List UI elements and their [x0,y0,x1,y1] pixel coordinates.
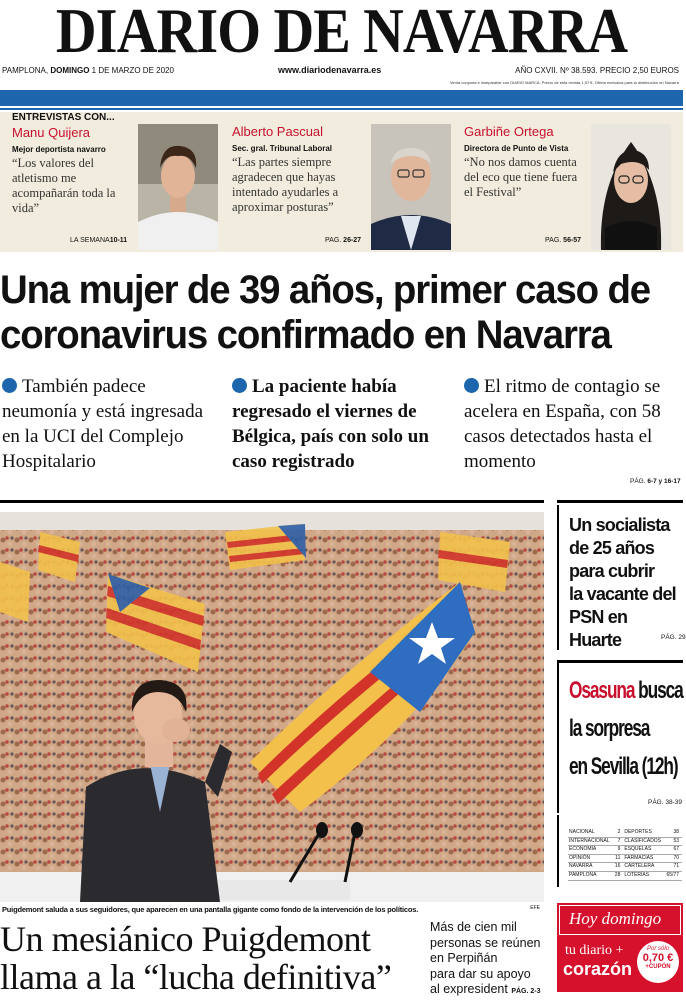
dateline-day: DOMINGO [50,66,90,75]
page-label: PAG. [545,237,562,244]
story-line: Un socialista [569,515,670,535]
index-row [568,871,682,880]
sidebar-rule [557,500,683,503]
sidebar-rule-2 [557,660,683,663]
index-section[interactable]: FARMACIAS [623,854,664,863]
interview-role: Sec. gral. Tribunal Laboral [232,144,333,153]
interviews-kicker: ENTREVISTAS CON... [12,112,115,123]
lead-headline-line-2: coronavirus confirmado en Navarra [0,313,611,357]
sidebar-story-2-page: PÁG. 38-39 [648,799,682,806]
price-suffix: +CUPÓN [645,964,671,970]
rally-photo-image [0,512,544,902]
sidebar-story-1-page: PÁG. 29 [661,634,686,641]
story-2-rest: busca [634,677,683,704]
subhead-line: en Perpiñán [430,951,498,965]
page-label: LA SEMANA [70,237,110,244]
index-section[interactable]: ECONOMÍA [568,846,613,855]
brand-rule [0,90,683,106]
index-section[interactable]: ESQUELAS [623,846,664,855]
index-row [568,863,682,872]
promo-line-3: corazón [563,959,633,979]
page-ref: PÁG. 2-3 [511,988,541,995]
website-link[interactable]: www.diariodenavarra.es [278,65,382,75]
interview-quote: “Los valores del atletismo me acompañarán toda la vida” [12,156,116,215]
subhead-text: al expresident [430,982,508,996]
index-section[interactable]: PAMPLONA [568,871,613,880]
story-2-line-2: la sorpresa [569,715,650,742]
index-page: 9 [613,846,623,855]
sidebar-vrule [557,505,559,650]
photo-garbine-ortega [591,124,671,250]
interview-quote: “No nos damos cuenta del eco que tiene fuera el Festival” [464,155,578,199]
section-rule [0,500,544,503]
story-2-line-3: en Sevilla (12h) [569,753,678,780]
interview-name: Alberto Pascual [232,124,324,139]
index-page: 7 [613,837,623,846]
photo-manu-quijera [138,124,218,250]
dateline-date: 1 DE MARZO DE 2020 [91,66,174,75]
promo-box[interactable] [557,903,683,992]
page-label: PÁG. [630,478,646,485]
photo-caption: Puigdemont saluda a sus seguidores, que aparecen en una pantalla gigante como fondo de la intervención de los políticos. [2,905,419,914]
subhead-line: personas se reúnen [430,935,541,950]
lead-bullet-2 [232,374,447,474]
page-label: PAG. [325,237,342,244]
index-page: 53 [664,837,682,846]
lead-bullet-3 [464,374,679,474]
index-page: 38 [664,829,682,837]
page-number: 6-7 y 16-17 [647,478,681,485]
bottom-subhead [430,920,541,1000]
sidebar-story-1[interactable] [569,514,683,652]
story-2-line-1 [569,672,683,710]
price-label: Por sólo [646,946,669,952]
page-number: 56-57 [563,237,582,244]
lead-page-ref [630,478,681,485]
sidebar-vrule-2 [557,663,559,813]
subhead-line [430,982,541,1000]
index-page: 65/77 [664,871,682,880]
interview-name: Manu Quijera [12,125,91,140]
bullet-dot-icon [2,378,17,393]
index-row [568,829,682,837]
interview-name: Garbiñe Ortega [464,124,554,139]
photo-alberto-pascual [371,124,451,250]
sidebar-vrule-3 [557,815,559,887]
fine-print: Venta conjunta e inseparable con DIARIO MARCA. Precio de esta revista 1,57 €. Oferta exclusiva para la distribución en Navarra [449,80,679,85]
subhead-line: para dar su apoyo [430,966,531,981]
index-page: 16 [613,863,623,872]
promo-line-2: tu diario + [565,943,624,958]
index-section[interactable]: LOTERÍAS [623,871,664,880]
price-badge [637,941,679,983]
brand-rule-thin [0,108,683,110]
interview-quote: “Las partes siempre agradecen que hayas intentado ayudarles a aproximar posturas” [232,155,339,214]
promo-title: Hoy domingo [569,909,662,928]
interview-1-page [70,237,127,244]
index-page: 71 [664,863,682,872]
story-line: de 25 años [569,538,655,558]
page-number: 10-11 [109,237,128,244]
portrait-2-image [371,124,451,250]
masthead-title: DIARIO DE NAVARRA [55,0,628,66]
index-section[interactable]: NACIONAL [568,829,613,837]
lead-bullet-1 [2,374,212,474]
interview-role: Mejor deportista navarro [12,145,106,154]
lead-headline-line-1: Una mujer de 39 años, primer caso de [0,268,650,312]
portrait-1-image [138,124,218,250]
bottom-headline-line-2: llama a la “lucha definitiva” [0,957,392,997]
price-value: 0,70 € [642,952,674,964]
index-table [568,829,682,881]
index-section[interactable]: CLASIFICADOS [623,837,664,846]
story-line: para cubrir [569,561,655,581]
interview-2-page [325,237,361,244]
index-section[interactable]: INTERNACIONAL [568,837,613,846]
interviews-strip [0,112,683,252]
portrait-3-image [591,124,671,250]
lead-headline[interactable] [0,268,656,358]
index-section[interactable]: DEPORTES [623,829,664,837]
interview-3-page [545,237,581,244]
contents-index [568,829,682,881]
index-page: 2 [613,829,623,837]
index-page: 67 [664,846,682,855]
index-row [568,854,682,863]
sidebar-story-2[interactable] [569,672,683,786]
bullet-text: También padece neumonía y está ingresada en la UCI del Complejo Hospitalario [2,376,204,472]
page-number: 26-27 [343,237,362,244]
index-section[interactable]: OPINIÓN [568,854,613,863]
bullet-dot-icon [464,378,479,393]
index-page: 28 [613,871,623,880]
story-line: la vacante del [569,584,676,604]
bottom-headline[interactable] [0,920,391,996]
index-section[interactable]: NAVARRA [568,863,613,872]
index-row [568,846,682,855]
dateline-place: PAMPLONA, [2,66,49,75]
dateline [2,66,174,75]
index-section[interactable]: CARTELERA [623,863,664,872]
bullet-text: La paciente había regresado el viernes de Bélgica, país con solo un caso registrado [232,376,429,472]
index-page: 70 [664,854,682,863]
story-2-highlight: Osasuna [569,677,635,704]
edition-info: AÑO CXVII. Nº 38.593. PRECIO 2,50 EUROS [515,66,679,75]
bullet-dot-icon [232,378,247,393]
photo-credit: EFE [530,905,540,911]
subhead-line: Más de cien mil [430,920,517,934]
index-page: 11 [613,854,623,863]
interview-role: Directora de Punto de Vista [464,144,569,153]
interview-1[interactable] [12,112,132,252]
bottom-headline-line-1: Un mesiánico Puigdemont [0,919,371,959]
bullet-text: El ritmo de contagio se acelera en España, con 58 casos detectados hasta el momento [464,376,661,472]
index-row [568,837,682,846]
story-line: PSN en Huarte [569,607,628,650]
main-photo[interactable] [0,512,544,902]
